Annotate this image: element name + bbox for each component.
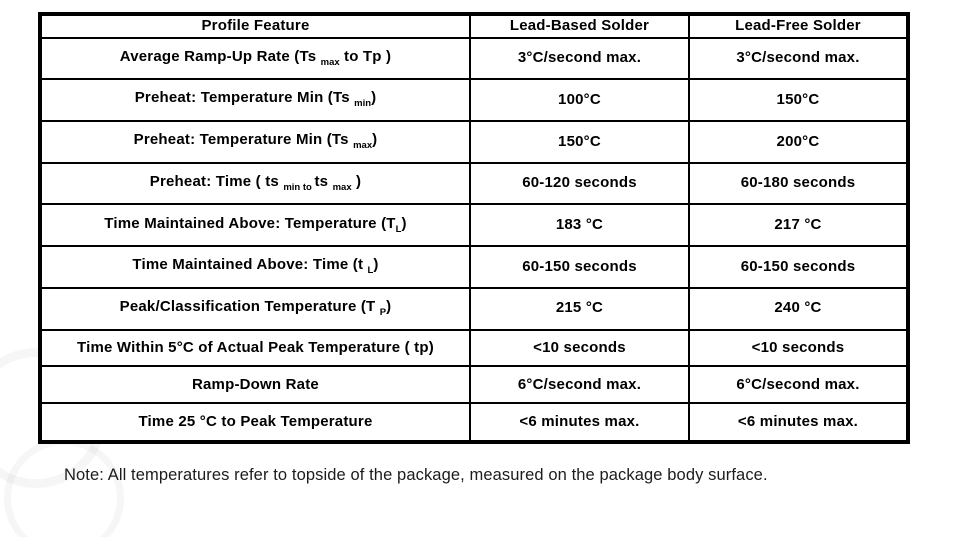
- footnote: Note: All temperatures refer to topside of the package, measured on the package body surface.: [64, 466, 768, 484]
- table-header-row: [40, 14, 908, 38]
- table-row: [40, 79, 908, 121]
- table-row: [40, 330, 908, 367]
- watermark-circle: [4, 438, 124, 537]
- solder-profile-table: [38, 12, 910, 444]
- lead-based-value-cell: <6 minutes max.: [470, 403, 689, 442]
- feature-cell: Preheat: Temperature Min (Ts $_{min}$): [40, 79, 470, 121]
- feature-cell: Peak/Classification Temperature (T $_P$): [40, 288, 470, 330]
- feature-cell: Time Within 5°C of Actual Peak Temperature ( tp): [40, 330, 470, 367]
- lead-free-value-cell: 240 °C: [689, 288, 908, 330]
- column-header-lead-free-solder: Lead-Free Solder: [689, 14, 908, 38]
- lead-free-value-cell: 3°C/second max.: [689, 38, 908, 80]
- feature-cell: Preheat: Temperature Min (Ts $_{max}$): [40, 121, 470, 163]
- lead-free-value-cell: 150°C: [689, 79, 908, 121]
- table-row: [40, 163, 908, 205]
- lead-based-value-cell: <10 seconds: [470, 330, 689, 367]
- lead-free-value-cell: <6 minutes max.: [689, 403, 908, 442]
- lead-free-value-cell: 200°C: [689, 121, 908, 163]
- lead-based-value-cell: 150°C: [470, 121, 689, 163]
- lead-based-value-cell: 3°C/second max.: [470, 38, 689, 80]
- table-row: [40, 366, 908, 403]
- lead-based-value-cell: 60-120 seconds: [470, 163, 689, 205]
- lead-based-value-cell: 183 °C: [470, 204, 689, 246]
- table-row: [40, 121, 908, 163]
- feature-cell: Time Maintained Above: Time (t $_L$): [40, 246, 470, 288]
- lead-free-value-cell: 6°C/second max.: [689, 366, 908, 403]
- feature-cell: Ramp-Down Rate: [40, 366, 470, 403]
- feature-cell: Time 25 °C to Peak Temperature: [40, 403, 470, 442]
- lead-free-value-cell: 60-180 seconds: [689, 163, 908, 205]
- lead-based-value-cell: 215 °C: [470, 288, 689, 330]
- column-header-profile-feature: Profile Feature: [40, 14, 470, 38]
- lead-free-value-cell: <10 seconds: [689, 330, 908, 367]
- lead-based-value-cell: 100°C: [470, 79, 689, 121]
- table-row: [40, 288, 908, 330]
- table-row: [40, 38, 908, 80]
- lead-based-value-cell: 6°C/second max.: [470, 366, 689, 403]
- table-row: [40, 246, 908, 288]
- table-row: [40, 403, 908, 442]
- feature-cell: Preheat: Time ( ts $_{min to}$ ts $_{max}$ ): [40, 163, 470, 205]
- feature-cell: Time Maintained Above: Temperature $(T_L)$: [40, 204, 470, 246]
- feature-cell: Average Ramp-Up Rate (Ts $_{max}$ to Tp ): [40, 38, 470, 80]
- lead-free-value-cell: 60-150 seconds: [689, 246, 908, 288]
- table-body: [40, 38, 908, 443]
- lead-free-value-cell: 217 °C: [689, 204, 908, 246]
- column-header-lead-based-solder: Lead-Based Solder: [470, 14, 689, 38]
- lead-based-value-cell: 60-150 seconds: [470, 246, 689, 288]
- table-row: [40, 204, 908, 246]
